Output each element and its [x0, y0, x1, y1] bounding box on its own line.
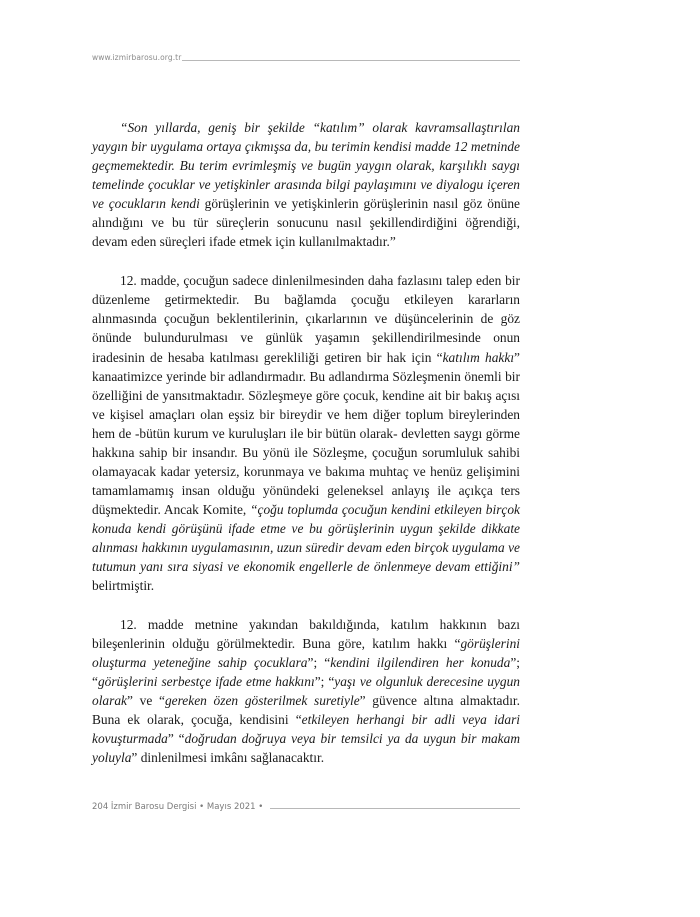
header-rule [182, 60, 520, 61]
text-run: ” “ [167, 731, 185, 747]
italic-text: etkileyen herhangi bir adli veya idari kovuşturmada [92, 712, 520, 747]
italic-text: görüşlerini serbestçe ifade etme hakkını [97, 674, 315, 690]
text-run: ”; “ [92, 655, 520, 690]
text-run: ”; “ [307, 655, 331, 671]
footer-rule [270, 808, 520, 809]
italic-text: görüşlerini oluşturma yeteneğine sahip çocuklara [92, 636, 520, 671]
body-text [92, 118, 520, 768]
text-run: 12. madde metnine yakından bakıldığında, katılım hakkının bazı bileşenlerinin olduğu görülmektedir. Buna göre, katılım hakkı “ [92, 617, 520, 652]
text-run: ” dinlenilmesi imkânı sağlanacaktır. [131, 750, 325, 766]
header-url: www.izmirbarosu.org.tr [92, 53, 182, 62]
text-run: ” güvence altına almaktadır. Buna ek olarak, çocuğa, kendisini “ [92, 693, 520, 728]
paragraph-participation-components [92, 615, 520, 767]
text-run: ” kanaatimizce yerinde bir adlandırmadır. Bu adlandırma Sözleşmenin önemli bir özelliğini de yansıtmaktadır. Sözleşmeye göre çocuk, kendine ait bir bakış açısı ve kişisel amaçları olan eşsiz bir bireydir ve hem diğer toplum bireylerinden hem de -bütün kurum ve kuruluşları ile bir bütün olarak- devletten saygı görme hakkına sahip bir insandır. Bu yönü ile Sözleşme, çocuğun sorumluluk sahibi olamayacak kadar yetersiz, korunmaya ve bakıma muhtaç ve henüz gelişimini tamamlamamış insan olduğu yönündeki geleneksel anlayış ile açıkça ters düşmektedir. Ancak Komite, [92, 349, 520, 517]
paragraph-quote [92, 118, 520, 251]
italic-text: “Son yıllarda, geniş bir şekilde “katılım” olarak kavramsallaştırılan yaygın bir uygulama ortaya çıkmışsa da, bu terimin kendisi madde 12 metninde geçmemektedir. Bu terim evrimleşmiş ve bugün yaygın olarak, karşılıklı saygı temelinde çocuklar ve yetişkinler arasında bilgi paylaşımını ve diyalogu içeren ve çocukların kendi [92, 120, 520, 212]
text-run: görüşlerinin ve yetişkinlerin görüşlerinin nasıl göz önüne alındığını ve bu tür süreçlerin sonucunu nasıl şekillendirdiğini öğrendiği, devam eden süreçleri ifade etmek için kullanılmaktadır.” [92, 196, 520, 250]
text-run: ” ve “ [126, 693, 165, 709]
italic-text: katılım hakkı [442, 349, 515, 365]
page-header [92, 53, 520, 67]
footer-page-info: 204 İzmir Barosu Dergisi • Mayıs 2021 • [92, 802, 264, 812]
italic-text: yaşı ve olgunluk derecesine uygun olarak [92, 674, 520, 709]
page-footer [92, 802, 520, 816]
italic-text: doğrudan doğruya veya bir temsilci ya da uygun bir makam yoluyla [92, 731, 520, 766]
text-run: ”; “ [314, 674, 335, 690]
text-run: 12. madde, çocuğun sadece dinlenilmesinden daha fazlasını talep eden bir düzenleme getirmektedir. Bu bağlamda çocuğu etkileyen kararların alınmasında çocuğun beklentilerinin, çıkarlarının ve düşüncelerinin de göz önünde bulundurulması ve günlük yaşamın şekillendirilmesinde onun iradesinin de hesaba katılması gerekliliği getiren bir hak için “ [92, 273, 520, 365]
italic-text: “çoğu toplumda çocuğun kendini etkileyen birçok konuda kendi görüşünü ifade etme ve bu görüşlerinin uygun şekilde dikkate alınması hakkının uygulamasının, uzun süredir devam eden birçok uygulama ve tutumun yanı sıra siyasi ve ekonomik engellerle de önlenmeye devam ettiğini” [92, 501, 520, 575]
paragraph-article-12 [92, 271, 520, 595]
text-run: belirtmiştir. [92, 578, 155, 594]
italic-text: gereken özen gösterilmek suretiyle [164, 693, 360, 709]
italic-text: kendini ilgilendiren her konuda [330, 655, 511, 671]
